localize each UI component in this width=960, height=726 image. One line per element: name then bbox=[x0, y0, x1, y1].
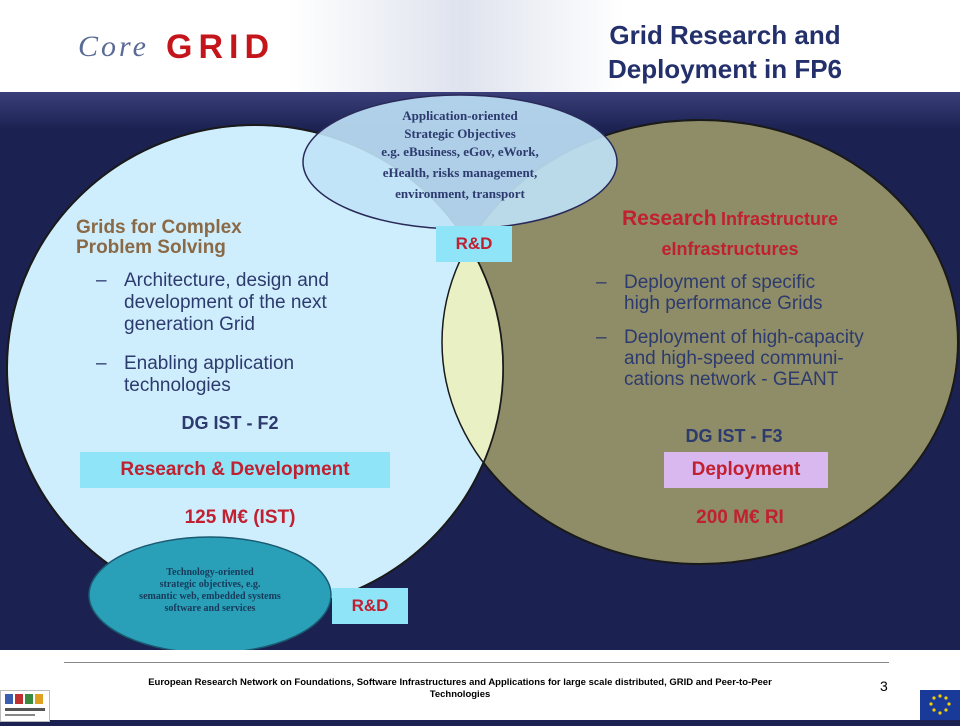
left-bullet2-line1: Enabling application bbox=[124, 353, 295, 374]
technology-objectives-text bbox=[110, 567, 310, 615]
bullet-text bbox=[624, 272, 823, 314]
bullet-dash: – bbox=[596, 272, 607, 293]
bullet-text bbox=[624, 327, 864, 390]
bullet-dash: – bbox=[96, 353, 107, 374]
application-objectives-text bbox=[340, 107, 580, 203]
left-bullet2-line2: technologies bbox=[124, 375, 231, 396]
left-bullet1-line3: generation Grid bbox=[124, 314, 255, 335]
left-bullet1-line2: development of the next bbox=[124, 292, 327, 313]
left-bullet-enabling bbox=[96, 353, 396, 397]
application-line5: environment, transport bbox=[395, 186, 525, 201]
logo-core-text: Core bbox=[78, 30, 149, 63]
bullet-text bbox=[124, 353, 294, 397]
left-heading-line1: Grids for Complex bbox=[76, 217, 242, 238]
right-heading bbox=[560, 206, 900, 264]
right-heading-research: Research bbox=[621, 207, 717, 230]
bullet-text bbox=[124, 270, 329, 336]
information-society-logo bbox=[0, 690, 50, 722]
bullet-dash: – bbox=[96, 270, 107, 291]
footer-line2: Technologies bbox=[429, 689, 491, 700]
rd-top-box: R&D bbox=[436, 226, 512, 262]
left-budget: 125 M€ (IST) bbox=[184, 507, 296, 528]
page-number: 3 bbox=[880, 678, 888, 694]
right-bullet2-line3: cations network - GEANT bbox=[624, 369, 839, 390]
research-development-box: Research & Development bbox=[80, 452, 390, 488]
left-bullet1-line1: Architecture, design and bbox=[124, 270, 329, 291]
technology-line1: Technology-oriented bbox=[166, 567, 254, 578]
footer-text bbox=[80, 677, 840, 701]
technology-line3: semantic web, embedded systems bbox=[139, 591, 281, 602]
deployment-box: Deployment bbox=[664, 452, 828, 488]
application-line2: Strategic Objectives bbox=[404, 126, 516, 141]
rd-bottom-box: R&D bbox=[332, 588, 408, 624]
slide-title-line2: Deployment in FP6 bbox=[607, 54, 843, 84]
right-bullet2-line1: Deployment of high-capacity bbox=[624, 327, 864, 348]
right-dg-label: DG IST - F3 bbox=[685, 426, 783, 446]
technology-line2: strategic objectives, e.g. bbox=[159, 579, 261, 590]
right-bullet-network bbox=[596, 327, 916, 393]
application-line4: eHealth, risks management, bbox=[382, 165, 538, 180]
ist-logo-icon bbox=[1, 691, 49, 721]
left-heading bbox=[76, 218, 336, 258]
right-bullet1-line2: high performance Grids bbox=[624, 293, 823, 314]
right-heading-line1 bbox=[560, 206, 900, 234]
left-heading-line2: Problem Solving bbox=[76, 237, 226, 258]
eu-flag-icon bbox=[920, 690, 960, 720]
footer-line1: European Research Network on Foundations, Software Infrastructures and Applications for large scale distributed, GRID and Peer-to-Peer bbox=[148, 677, 772, 688]
application-line3: e.g. eBusiness, eGov, eWork, bbox=[381, 144, 539, 159]
logo-grid-text: GRID bbox=[166, 28, 275, 66]
right-bullet1-line1: Deployment of specific bbox=[624, 272, 816, 293]
technology-line4: software and services bbox=[164, 603, 256, 614]
eu-stars-icon bbox=[920, 690, 960, 720]
right-budget: 200 M€ RI bbox=[696, 507, 784, 528]
right-bullet2-line2: and high-speed communi- bbox=[624, 348, 844, 369]
bullet-dash: – bbox=[596, 327, 607, 348]
left-dg-label: DG IST - F2 bbox=[181, 413, 279, 433]
right-bullet-deployment bbox=[596, 272, 916, 316]
right-heading-line2: eInfrastructures bbox=[661, 239, 799, 259]
footer-divider bbox=[64, 662, 889, 663]
application-line1: Application-oriented bbox=[402, 108, 518, 123]
left-bullet-architecture bbox=[96, 270, 396, 336]
slide-title-line1: Grid Research and bbox=[609, 20, 841, 50]
right-heading-infrastructure: Infrastructure bbox=[720, 209, 839, 229]
